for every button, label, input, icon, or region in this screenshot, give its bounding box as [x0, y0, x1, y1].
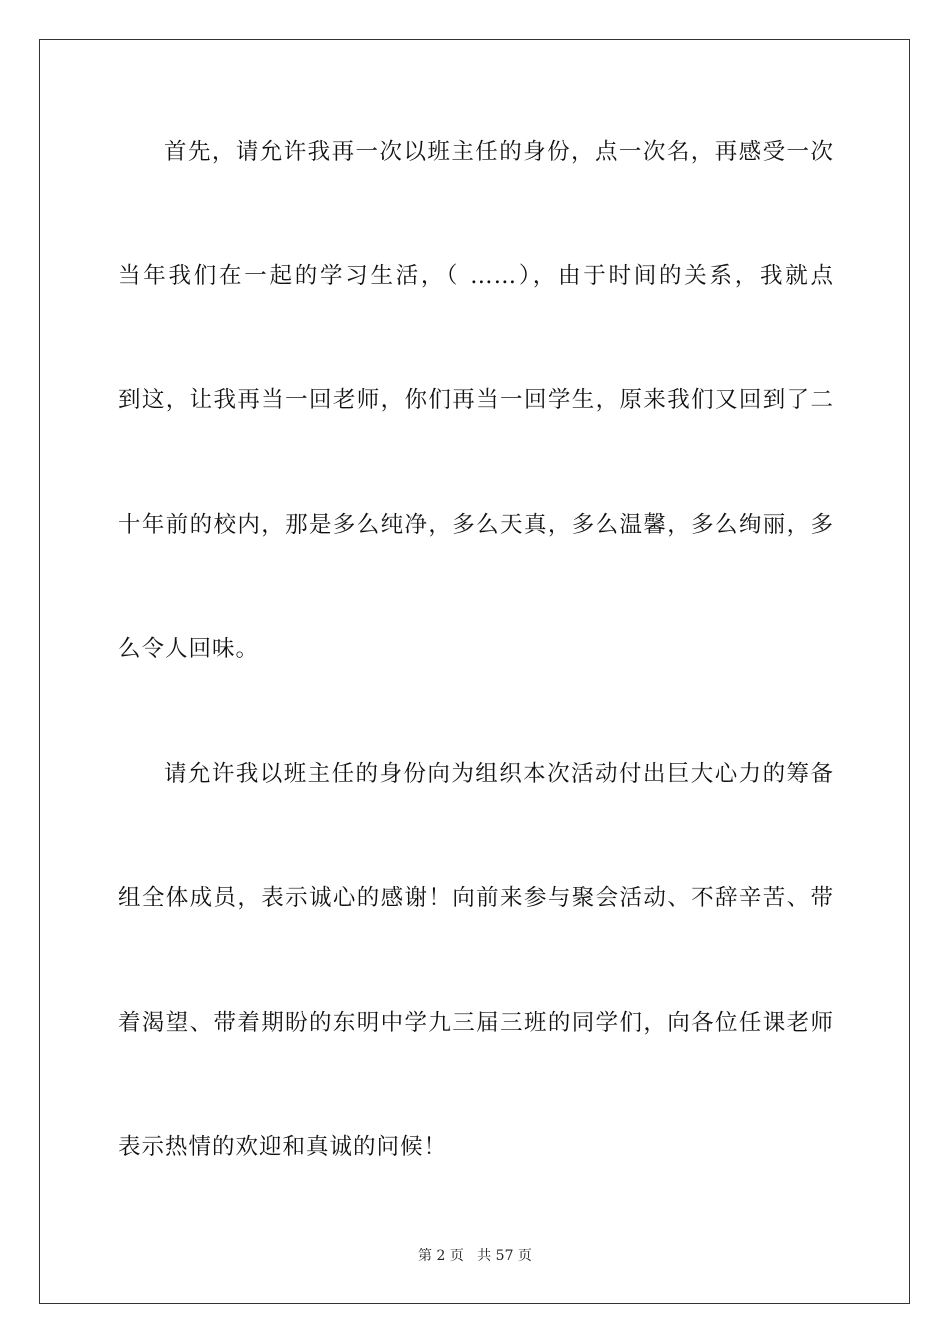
page-number: 第 2 页 — [418, 1248, 464, 1264]
paragraph-line: 请允许我以班主任的身份向为组织本次活动付出巨大心力的筹备 — [164, 761, 834, 787]
page-frame — [39, 39, 910, 1304]
paragraph-line: 表示热情的欢迎和真诚的问候！ — [118, 1134, 448, 1160]
paragraph-line: 着渴望、带着期盼的东明中学九三届三班的同学们，向各位任课老师 — [118, 1010, 834, 1036]
paragraph-line: 组全体成员，表示诚心的感谢！向前来参与聚会活动、不辞辛苦、带 — [118, 885, 834, 911]
paragraph-line: 十年前的校内，那是多么纯净，多么天真，多么温馨，多么绚丽，多 — [118, 512, 834, 538]
paragraph-line: 到这，让我再当一回老师，你们再当一回学生，原来我们又回到了二 — [118, 387, 834, 413]
paragraph-line: 么令人回味。 — [118, 636, 260, 662]
page-total: 共 57 页 — [477, 1248, 532, 1264]
paragraph-line: 当年我们在一起的学习生活，（ ……），由于时间的关系，我就点 — [118, 263, 834, 289]
paragraph-line: 首先，请允许我再一次以班主任的身份，点一次名，再感受一次 — [164, 139, 834, 165]
page-footer — [0, 1247, 950, 1265]
